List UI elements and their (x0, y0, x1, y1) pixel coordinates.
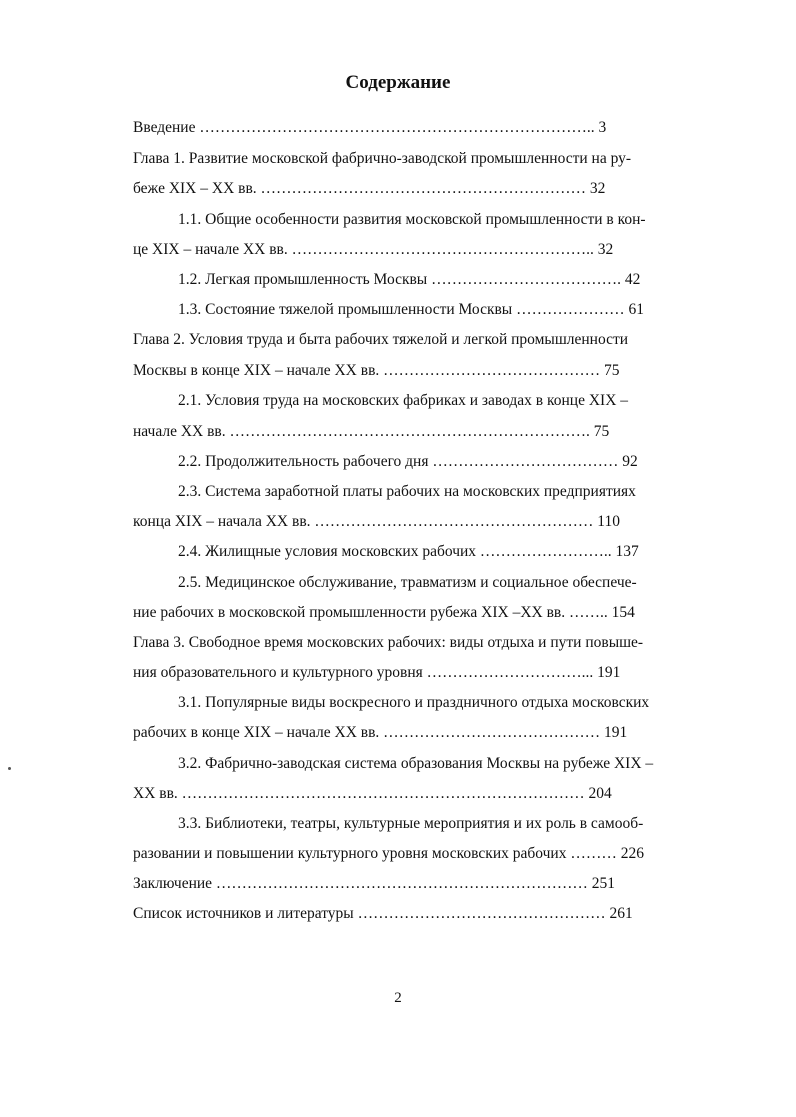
toc-entry-chapter-2[interactable]: Глава 2. Условия труда и быта рабочих тяжелой и легкой промышленности (133, 331, 629, 348)
scan-speck (8, 767, 11, 770)
toc-entry-chapter-1-cont: беже XIX – XX вв. ……………………………………………………… 32 (133, 180, 606, 197)
toc-entry-chapter-1[interactable]: Глава 1. Развитие московской фабрично-заводской промышленности на ру- (133, 150, 632, 167)
toc-entry-chapter-3[interactable]: Глава 3. Свободное время московских рабочих: виды отдыха и пути повыше- (133, 634, 644, 651)
toc-entry-section-3-3[interactable]: 3.3. Библиотеки, театры, культурные мероприятия и их роль в самооб- (178, 815, 644, 832)
toc-entry-section-1-1[interactable]: 1.1. Общие особенности развития московской промышленности в кон- (178, 211, 646, 228)
toc-entry-section-1-2[interactable]: 1.2. Легкая промышленность Москвы ………………………………. 42 (178, 271, 641, 288)
toc-entry-section-2-4[interactable]: 2.4. Жилищные условия московских рабочих …………………….. 137 (178, 543, 639, 560)
page-number: 2 (394, 990, 402, 1006)
toc-entry-chapter-2-cont: Москвы в конце XIX – начале XX вв. …………………………………… 75 (133, 362, 620, 379)
toc-entry-section-2-5[interactable]: 2.5. Медицинское обслуживание, травматизм и социальное обеспече- (178, 574, 637, 591)
toc-entry-section-1-3[interactable]: 1.3. Состояние тяжелой промышленности Москвы ………………… 61 (178, 301, 644, 318)
toc-entry-section-2-2[interactable]: 2.2. Продолжительность рабочего дня ……………………………… 92 (178, 453, 638, 470)
toc-entry-bibliography[interactable]: Список источников и литературы ………………………………………… 261 (133, 905, 633, 922)
toc-entry-chapter-3-cont: ния образовательного и культурного уровня …………………………... 191 (133, 664, 621, 681)
toc-entry-section-3-2-cont: XX вв. …………………………………………………………………… 204 (133, 785, 612, 802)
toc-entry-section-3-3-cont: разовании и повышении культурного уровня московских рабочих ……… 226 (133, 845, 644, 862)
toc-entry-conclusion[interactable]: Заключение ……………………………………………………………… 251 (133, 875, 616, 892)
toc-entry-intro[interactable]: Введение ………………………………………………………………….. 3 (133, 119, 607, 136)
toc-entry-section-3-1[interactable]: 3.1. Популярные виды воскресного и праздничного отдыха московских (178, 694, 650, 711)
toc-entry-section-2-3[interactable]: 2.3. Система заработной платы рабочих на московских предприятиях (178, 483, 636, 500)
toc-entry-section-1-1-cont: це XIX – начале XX вв. ………………………………………………….. 32 (133, 241, 614, 258)
toc-entry-section-3-1-cont: рабочих в конце XIX – начале XX вв. …………………………………… 191 (133, 724, 628, 741)
toc-entry-section-2-1[interactable]: 2.1. Условия труда на московских фабриках и заводах в конце XIX – (178, 392, 629, 409)
toc-entry-section-3-2[interactable]: 3.2. Фабрично-заводская система образования Москвы на рубеже XIX – (178, 755, 654, 772)
toc-entry-section-2-3-cont: конца XIX – начала XX вв. ……………………………………………… 110 (133, 513, 620, 530)
toc-entry-section-2-5-cont: ние рабочих в московской промышленности рубежа XIX –XX вв. …….. 154 (133, 604, 635, 621)
page-title: Содержание (345, 72, 451, 93)
toc-entry-section-2-1-cont: начале XX вв. ……………………………………………………………. 75 (133, 423, 610, 440)
